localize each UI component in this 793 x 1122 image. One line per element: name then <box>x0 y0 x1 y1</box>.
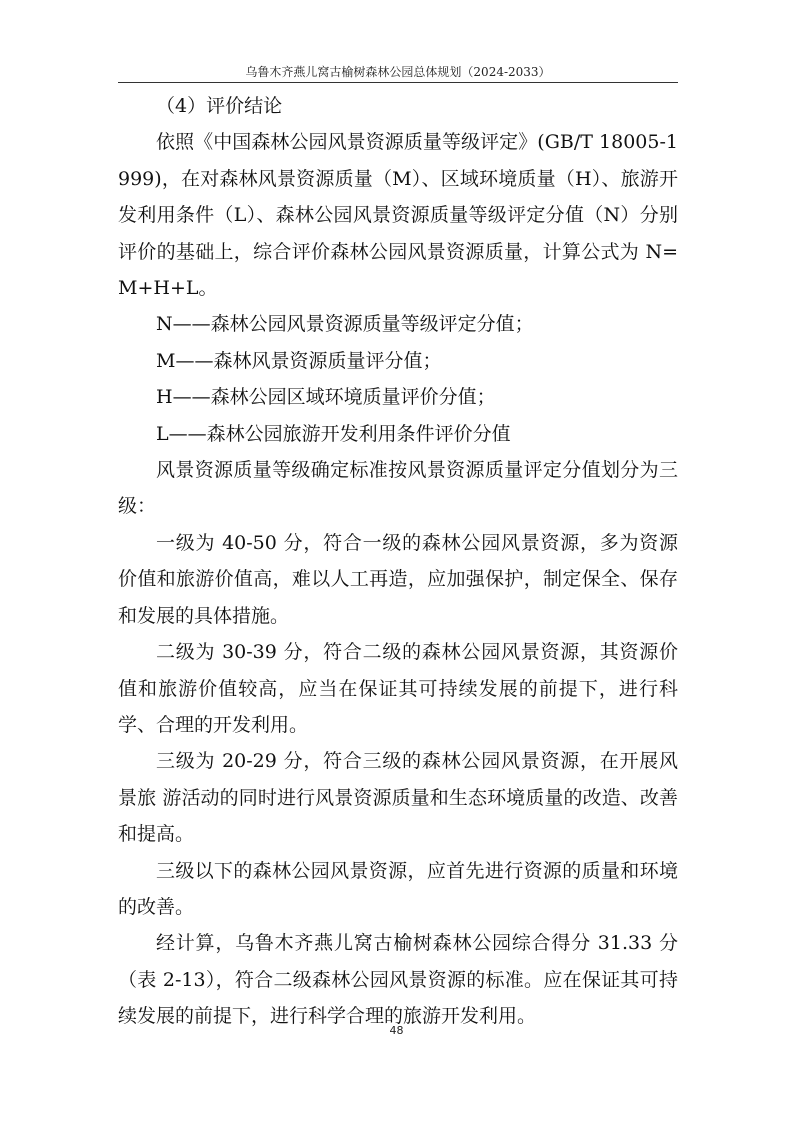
paragraph-method: 依照《中国森林公园风景资源质量等级评定》(GB/T 18005-1999)，在对森林风景资源质量（M）、区域环境质量（H）、旅游开发利用条件（L）、森林公园风景资源质量等级评定分值（N）分别评价的基础上，综合评价森林公园风景资源质量，计算公式为 N=M+H+L。 <box>118 131 678 300</box>
paragraph-grade-one: 一级为 40-50 分，符合一级的森林公园风景资源，多为资源价值和旅游价值高，难以人工再造，应加强保护，制定保全、保存和发展的具体措施。 <box>118 531 678 627</box>
paragraph-conclusion: 经计算，乌鲁木齐燕儿窝古榆树森林公园综合得分 31.33 分（表 2-13），符合二级森林公园风景资源的标准。应在保证其可持续发展的前提下，进行科学合理的旅游开发利用。 <box>118 932 678 1028</box>
section-heading: （4）评价结论 <box>156 95 283 117</box>
definition-h: H——森林公园区域环境质量评价分值； <box>156 386 496 409</box>
header-rule <box>118 82 678 83</box>
paragraph-grade-three: 三级为 20-29 分，符合三级的森林公园风景资源，在开展风景旅 游活动的同时进行风景资源质量和生态环境质量的改造、改善和提高。 <box>118 750 678 846</box>
definition-m: M——森林风景资源质量评分值； <box>156 349 442 372</box>
paragraph-grade-two: 二级为 30-39 分，符合二级的森林公园风景资源，其资源价值和旅游价值较高，应当在保证其可持续发展的前提下，进行科学、合理的开发利用。 <box>118 641 678 736</box>
definition-n: N——森林公园风景资源质量等级评定分值； <box>156 313 534 336</box>
paragraph-below-grade-three: 三级以下的森林公园风景资源，应首先进行资源的质量和环境的改善。 <box>118 859 678 918</box>
body-text <box>118 88 678 1035</box>
running-header: 乌鲁木齐燕儿窝古榆树森林公园总体规划（2024-2033） <box>245 65 551 79</box>
paragraph-grading-standard: 风景资源质量等级确定标准按风景资源质量评定分值划分为三级： <box>118 459 678 518</box>
page-number: 48 <box>389 1024 404 1037</box>
definition-l: L——森林公园旅游开发利用条件评价分值 <box>156 422 511 445</box>
